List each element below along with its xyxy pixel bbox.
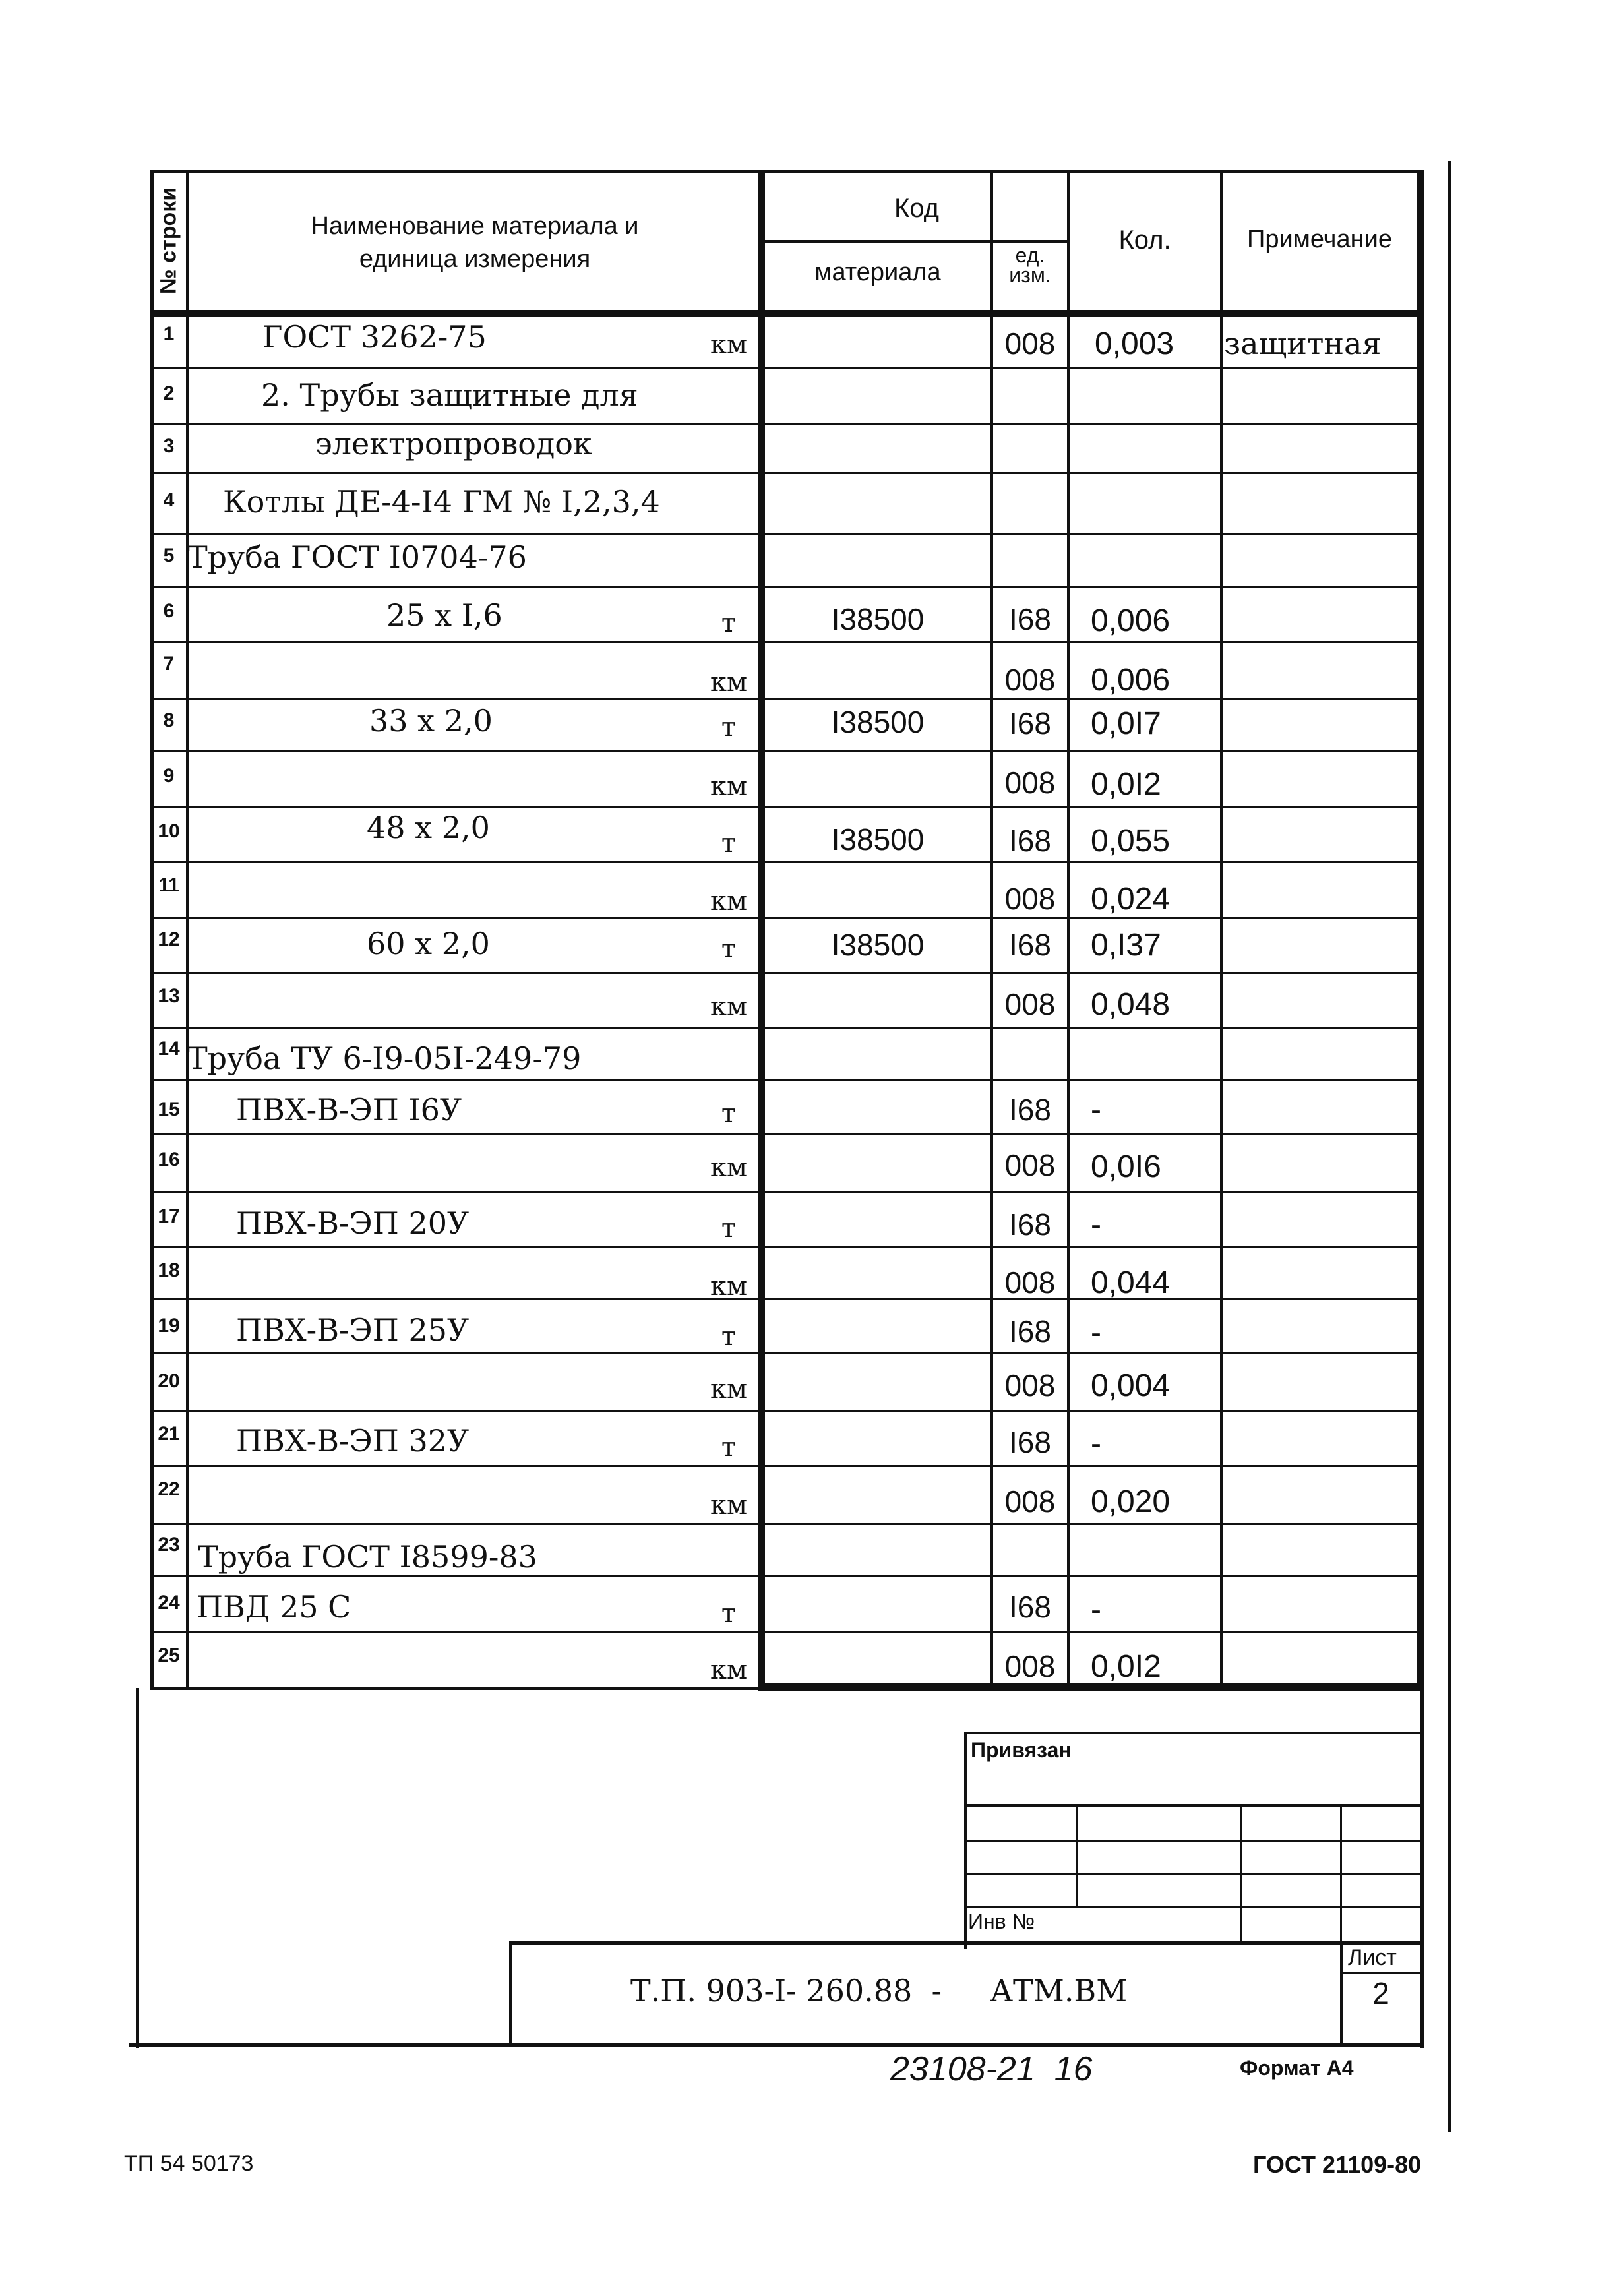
row-unit-code: 008 — [1004, 1265, 1056, 1300]
row-unit: км — [710, 1153, 748, 1183]
divider — [509, 1941, 1423, 1945]
divider — [150, 472, 1424, 474]
row-name: Труба ТУ 6-I9-05I-249-79 — [187, 1041, 582, 1076]
row-unit-code: I68 — [1009, 1314, 1051, 1348]
row-name: 60 x 2,0 — [367, 926, 490, 961]
row-material-code: I38500 — [831, 705, 925, 739]
divider — [150, 1079, 1424, 1081]
row-material-code: I38500 — [831, 928, 925, 962]
row-qty: 0,020 — [1091, 1484, 1171, 1519]
row-unit-code: I68 — [1009, 1590, 1051, 1624]
divider — [129, 2043, 1423, 2047]
divider — [150, 586, 1424, 588]
row-material-code: I38500 — [831, 602, 925, 636]
row-name: 2. Трубы защитные для — [261, 377, 638, 413]
row-unit-code: I68 — [1009, 1093, 1051, 1127]
row-number: 13 — [158, 985, 180, 1007]
row-unit: км — [710, 1374, 748, 1405]
row-qty: - — [1091, 1315, 1101, 1350]
row-unit-code: 008 — [1004, 882, 1056, 916]
row-unit-code: 008 — [1004, 1484, 1056, 1519]
row-qty: - — [1091, 1426, 1101, 1461]
footer-right: ГОСТ 21109-80 — [1253, 2151, 1422, 2178]
row-number: 23 — [158, 1534, 180, 1556]
row-unit: км — [710, 1490, 748, 1521]
divider — [150, 1191, 1424, 1193]
row-unit: км — [710, 1655, 748, 1685]
header-unit-code-line1: ед. — [1015, 243, 1045, 267]
row-number: 24 — [158, 1592, 180, 1614]
row-name: ПВХ-В-ЭП 20У — [236, 1205, 470, 1241]
row-qty: 0,044 — [1091, 1265, 1171, 1300]
row-number: 10 — [158, 820, 180, 842]
divider — [150, 917, 1424, 919]
divider — [150, 533, 1424, 535]
row-unit: т — [721, 608, 737, 638]
row-unit-code: I68 — [1009, 1425, 1051, 1459]
row-name: 48 x 2,0 — [367, 810, 490, 845]
divider — [150, 1465, 1424, 1467]
row-name: Труба ГОСТ I0704-76 — [187, 539, 527, 575]
header-unit-code-line2: изм. — [1009, 263, 1051, 287]
row-unit-code: 008 — [1004, 326, 1056, 361]
header-row-no-label: № строки — [156, 187, 181, 295]
divider — [150, 1133, 1424, 1135]
row-qty: - — [1091, 1093, 1101, 1128]
row-unit-code: I68 — [1009, 706, 1051, 740]
row-number: 12 — [158, 928, 180, 950]
row-number: 6 — [163, 600, 175, 622]
row-unit-code: 008 — [1004, 766, 1056, 800]
row-unit-code: 008 — [1004, 1368, 1056, 1403]
row-name: ПВХ-В-ЭП 32У — [236, 1423, 470, 1459]
row-number: 17 — [158, 1205, 180, 1227]
row-unit: км — [710, 667, 748, 698]
row-unit: т — [721, 934, 737, 964]
divider — [1220, 170, 1223, 1690]
divider — [1420, 1688, 1424, 2048]
row-name: Труба ГОСТ I8599-83 — [198, 1539, 537, 1575]
header-name-line1: Наименование материала и — [311, 212, 639, 240]
header-note: Примечание — [1247, 226, 1392, 253]
row-qty: 0,0I6 — [1091, 1149, 1161, 1184]
row-unit: т — [721, 1321, 737, 1352]
row-unit: т — [721, 828, 737, 859]
header-row-no — [149, 171, 189, 310]
row-unit: км — [710, 330, 748, 360]
row-number: 11 — [158, 874, 179, 896]
divider — [186, 170, 189, 1690]
row-unit-code: 008 — [1004, 663, 1056, 697]
divider — [150, 367, 1424, 369]
row-qty: 0,006 — [1091, 603, 1171, 638]
row-number: 4 — [163, 489, 175, 511]
row-qty: 0,024 — [1091, 882, 1171, 917]
row-number: 22 — [158, 1478, 180, 1500]
row-unit: т — [721, 1598, 737, 1629]
row-unit-code: 008 — [1004, 1148, 1056, 1182]
row-unit-code: 008 — [1004, 987, 1056, 1021]
row-number: 20 — [158, 1370, 180, 1392]
inv-no-label: Инв № — [968, 1910, 1035, 1933]
divider — [1067, 170, 1070, 1690]
row-unit-code: I68 — [1009, 928, 1051, 962]
document-code: Т.П. 903-I- 260.88 - АТМ.ВМ — [630, 1973, 1128, 2009]
row-number: 18 — [158, 1259, 180, 1281]
row-unit: т — [721, 1099, 737, 1129]
row-material-code: I38500 — [831, 822, 925, 857]
row-number: 7 — [163, 653, 175, 675]
row-unit: км — [710, 771, 748, 802]
divider — [150, 1246, 1424, 1248]
header-name-line2: единица измерения — [359, 245, 591, 273]
row-name: 25 x I,6 — [386, 597, 503, 633]
divider — [150, 1523, 1424, 1525]
row-name: ПВХ-В-ЭП 25У — [236, 1312, 470, 1348]
row-unit-code: I68 — [1009, 824, 1051, 858]
header-unit-code — [993, 245, 1067, 285]
divider — [150, 1631, 1424, 1633]
row-unit: т — [721, 1213, 737, 1244]
header-qty: Кол. — [1118, 226, 1171, 255]
divider — [964, 1804, 1422, 1807]
row-qty: 0,0I2 — [1091, 1649, 1161, 1684]
page-edge-line — [1448, 161, 1451, 2132]
row-unit: км — [710, 992, 748, 1022]
divider — [964, 1840, 1422, 1842]
divider — [150, 806, 1424, 808]
row-unit-code: I68 — [1009, 1207, 1051, 1242]
divider — [1340, 1804, 1342, 1944]
divider — [150, 1027, 1424, 1029]
divider — [964, 1873, 1422, 1875]
row-qty: 0,I37 — [1091, 928, 1161, 963]
divider — [1417, 170, 1424, 1690]
row-qty: 0,006 — [1091, 663, 1171, 698]
attached-label: Привязан — [971, 1738, 1072, 1762]
row-unit: км — [710, 1271, 748, 1302]
row-number: 2 — [163, 382, 175, 404]
row-number: 14 — [158, 1038, 180, 1060]
row-number: 8 — [163, 710, 175, 731]
header-code: Код — [894, 194, 939, 223]
row-number: 9 — [163, 765, 175, 787]
header-material: материала — [814, 258, 941, 286]
row-qty: - — [1091, 1592, 1101, 1627]
row-qty: 0,0I7 — [1091, 706, 1161, 741]
divider — [509, 1941, 512, 2047]
row-number: 16 — [158, 1149, 180, 1170]
divider — [150, 861, 1424, 863]
row-unit: т — [721, 1432, 737, 1463]
row-unit-code: 008 — [1004, 1649, 1056, 1683]
divider — [1076, 1804, 1078, 1907]
divider — [1240, 1804, 1242, 1944]
row-unit-code: I68 — [1009, 602, 1051, 636]
header-divider — [150, 310, 1424, 317]
divider — [136, 1688, 139, 2048]
row-note: защитная — [1224, 326, 1382, 361]
row-number: 25 — [158, 1645, 180, 1666]
divider — [758, 240, 1068, 243]
divider — [150, 1575, 1424, 1577]
row-qty: 0,0I2 — [1091, 767, 1161, 802]
row-number: 3 — [163, 435, 175, 457]
row-qty: 0,055 — [1091, 824, 1171, 859]
row-number: 15 — [158, 1099, 180, 1120]
divider — [1340, 1972, 1422, 1974]
row-qty: 0,003 — [1095, 326, 1174, 361]
format-label: Формат А4 — [1240, 2056, 1354, 2080]
divider — [964, 1906, 1422, 1908]
divider — [964, 1732, 1422, 1734]
divider — [150, 698, 1424, 700]
row-name: электропроводок — [315, 426, 592, 462]
row-name: Котлы ДЕ-4-I4 ГМ № I,2,3,4 — [223, 484, 660, 520]
row-name: ГОСТ 3262-75 — [262, 319, 487, 355]
row-number: 19 — [158, 1315, 180, 1337]
row-unit: км — [710, 886, 748, 917]
footer-left: ТП 54 50173 — [124, 2151, 254, 2176]
sheet-label: Лист — [1348, 1945, 1397, 1970]
sheet-number: 2 — [1372, 1976, 1389, 2010]
row-qty: 0,004 — [1091, 1368, 1171, 1403]
divider — [150, 641, 1424, 643]
divider — [150, 1410, 1424, 1412]
row-number: 1 — [163, 323, 175, 345]
row-name: ПВХ-В-ЭП I6У — [236, 1092, 462, 1128]
handwritten-number: 23108-21 16 — [890, 2050, 1093, 2088]
row-unit: т — [721, 712, 737, 742]
divider — [150, 423, 1424, 425]
divider — [150, 1298, 1424, 1300]
row-name: ПВД 25 С — [197, 1589, 351, 1625]
row-qty: 0,048 — [1091, 987, 1171, 1022]
row-number: 21 — [158, 1423, 180, 1445]
divider — [150, 750, 1424, 752]
row-name: 33 x 2,0 — [369, 703, 493, 739]
divider — [150, 1352, 1424, 1354]
divider — [150, 972, 1424, 974]
row-qty: - — [1091, 1207, 1101, 1242]
row-number: 5 — [163, 545, 175, 566]
